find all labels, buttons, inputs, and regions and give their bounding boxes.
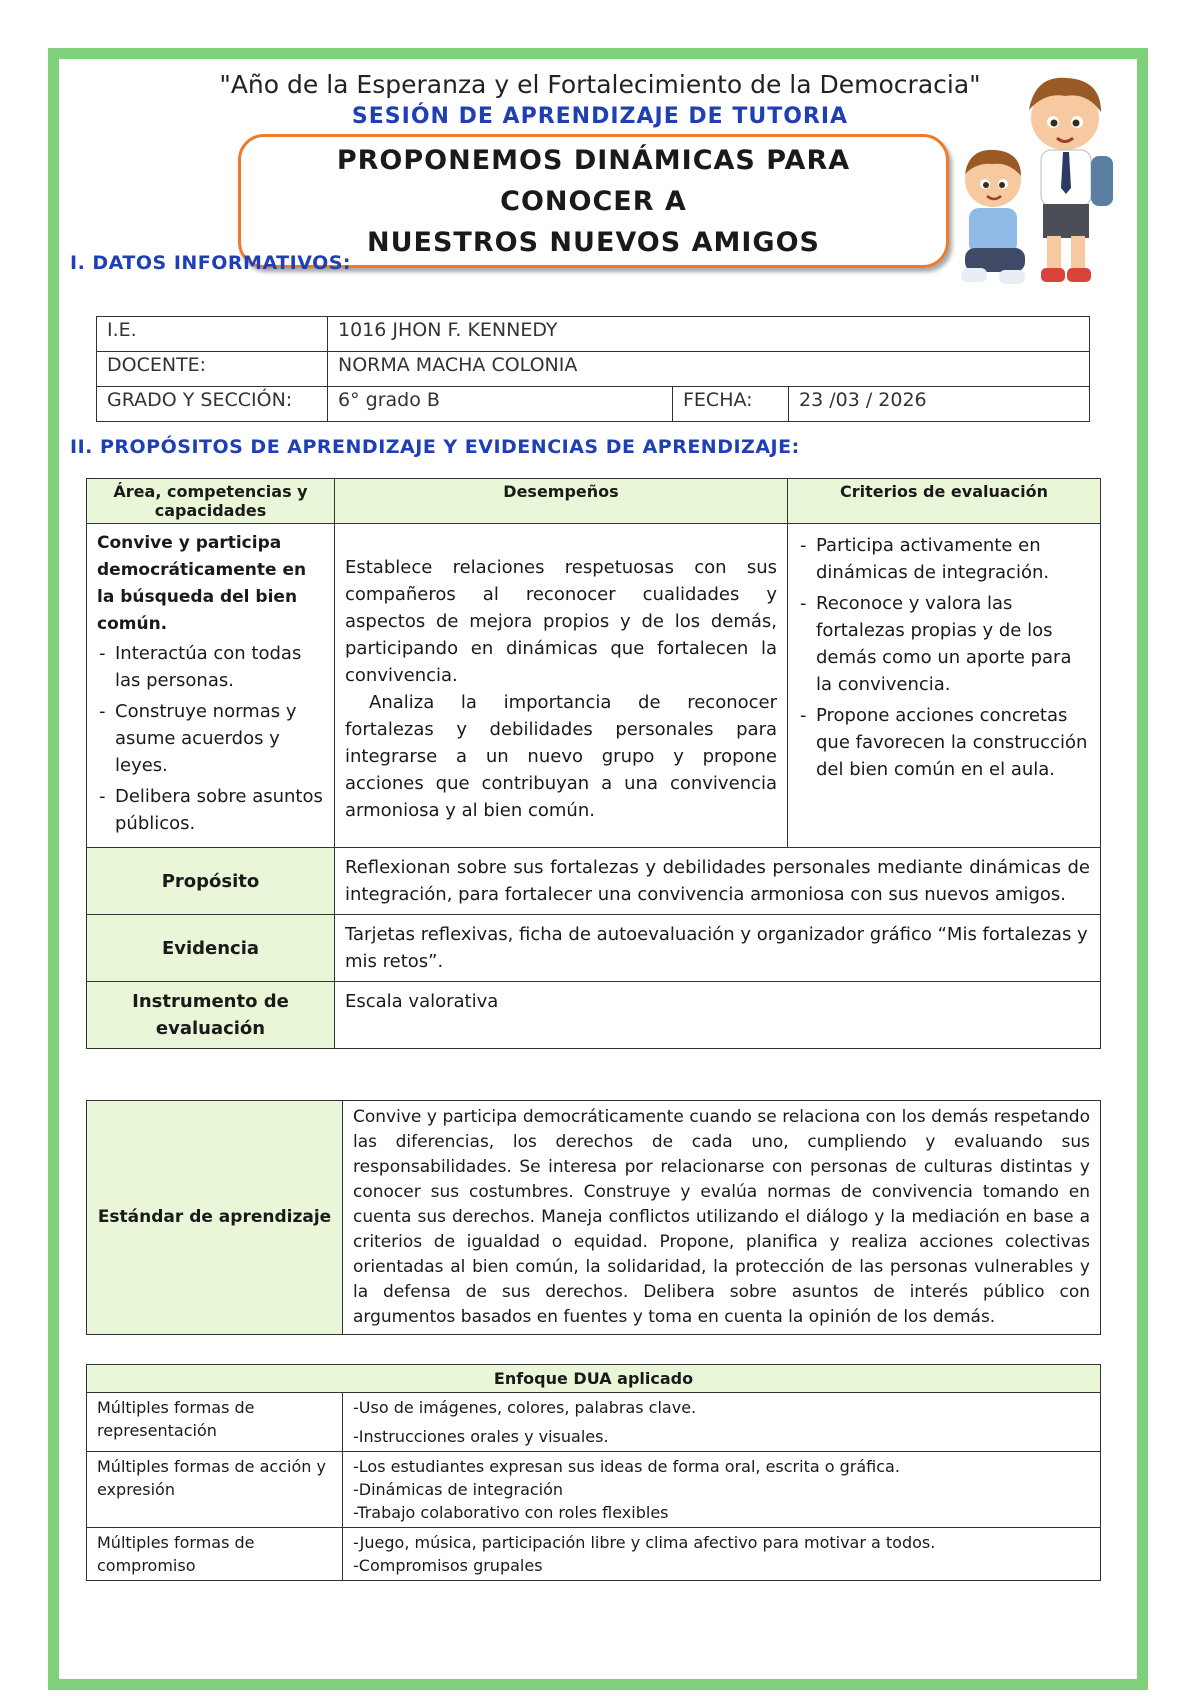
dua-label: Múltiples formas de representación xyxy=(87,1393,343,1452)
list-item: - Reconoce y valora las fortalezas propias y de los demás como un aporte para la convivencia. xyxy=(798,590,1090,698)
desempeno-1: Establece relaciones respetuosas con sus compañeros al reconocer cualidades y aspectos de mejora propios y de los demás, participando en dinámicas que fortalecen la convivencia. xyxy=(345,557,777,686)
standard-table xyxy=(86,1100,1101,1335)
proposito-value: Reflexionan sobre sus fortalezas y debilidades personales mediante dinámicas de integración, para fortalecer una convivencia armoniosa con sus nuevos amigos. xyxy=(335,848,1101,915)
list-item: -Juego, música, participación libre y clima afectivo para motivar a todos. xyxy=(353,1533,936,1552)
list-item: - Construye normas y asume acuerdos y leyes. xyxy=(97,698,324,779)
section-2-heading: II. PROPÓSITOS DE APRENDIZAJE Y EVIDENCIAS DE APRENDIZAJE: xyxy=(70,436,800,458)
instrumento-label: Instrumento de evaluación xyxy=(87,982,335,1049)
competencia: Convive y participa democráticamente en la búsqueda del bien común. xyxy=(97,533,307,634)
section-1-heading: I. DATOS INFORMATIVOS: xyxy=(70,252,352,274)
ie-label: I.E. xyxy=(97,317,328,352)
dua-label: Múltiples formas de compromiso xyxy=(87,1528,343,1581)
table-row xyxy=(87,524,1101,848)
estandar-text: Convive y participa democráticamente cuando se relaciona con los demás respetando las diferencias, los derechos de cada uno, cumpliendo y evaluando sus responsabilidades. Se interesa por relacionarse con personas de culturas distintas y conocer sus costumbres. Construye y evalúa normas de convivencia tomando en cuenta sus derechos. Maneja conflictos utilizando el diálogo y la mediación en base a criterios de igualdad o equidad. Propone, planifica y realiza acciones colectivas orientadas al bien común, la solidaridad, la protección de las personas vulnerables y la defensa de sus derechos. Delibera sobre asuntos de interés público con argumentos basados en fuentes y toma en cuenta la opinión de los demás. xyxy=(343,1101,1101,1335)
evidencia-label: Evidencia xyxy=(87,915,335,982)
table-row xyxy=(87,915,1101,982)
instrumento-value: Escala valorativa xyxy=(335,982,1101,1049)
table-row xyxy=(87,848,1101,915)
title-line-1: PROPONEMOS DINÁMICAS PARA CONOCER A xyxy=(336,144,851,217)
dua-items xyxy=(343,1452,1101,1528)
dua-items xyxy=(343,1393,1101,1452)
session-label: SESIÓN DE APRENDIZAJE DE TUTORIA xyxy=(351,104,849,129)
estandar-label: Estándar de aprendizaje xyxy=(87,1101,343,1335)
desempenos-cell xyxy=(335,524,788,848)
col-criterios: Criterios de evaluación xyxy=(788,479,1101,524)
capacidades-list xyxy=(97,640,324,837)
table-row xyxy=(97,317,1090,352)
evidencia-value: Tarjetas reflexivas, ficha de autoevaluación y organizador gráfico “Mis fortalezas y mis retos”. xyxy=(335,915,1101,982)
session-title xyxy=(238,134,949,268)
table-row xyxy=(97,352,1090,387)
purposes-table xyxy=(86,478,1101,1049)
criterios-list xyxy=(798,532,1090,783)
list-item: -Dinámicas de integración xyxy=(353,1480,564,1499)
table-row xyxy=(87,1101,1101,1335)
table-row xyxy=(87,1528,1101,1581)
list-item: -Los estudiantes expresan sus ideas de forma oral, escrita o gráfica. xyxy=(353,1457,900,1476)
dua-label: Múltiples formas de acción y expresión xyxy=(87,1452,343,1528)
proposito-label: Propósito xyxy=(87,848,335,915)
grade-value: 6° grado B xyxy=(328,387,673,422)
list-item: - Propone acciones concretas que favorecen la construcción del bien común en el aula. xyxy=(798,702,1090,783)
list-item: -Compromisos grupales xyxy=(353,1556,543,1575)
criterios-cell xyxy=(788,524,1101,848)
dua-items xyxy=(343,1528,1101,1581)
motto-line: "Año de la Esperanza y el Fortalecimiento de la Democracia" xyxy=(219,70,981,99)
date-value: 23 /03 / 2026 xyxy=(789,387,1090,422)
list-item: -Uso de imágenes, colores, palabras clave. xyxy=(353,1398,697,1417)
dua-table xyxy=(86,1364,1101,1581)
competencia-cell xyxy=(87,524,335,848)
teacher-label: DOCENTE: xyxy=(97,352,328,387)
title-line-2: NUESTROS NUEVOS AMIGOS xyxy=(367,226,820,258)
info-table xyxy=(96,316,1090,422)
list-item: - Delibera sobre asuntos públicos. xyxy=(97,783,324,837)
table-row xyxy=(87,982,1101,1049)
dua-caption: Enfoque DUA aplicado xyxy=(87,1365,1101,1393)
list-item: -Instrucciones orales y visuales. xyxy=(353,1427,609,1446)
table-row xyxy=(87,1452,1101,1528)
col-area: Área, competencias y capacidades xyxy=(87,479,335,524)
grade-label: GRADO Y SECCIÓN: xyxy=(97,387,328,422)
table-header-row xyxy=(87,1365,1101,1393)
date-label: FECHA: xyxy=(673,387,789,422)
list-item: - Interactúa con todas las personas. xyxy=(97,640,324,694)
teacher-value: NORMA MACHA COLONIA xyxy=(328,352,1090,387)
ie-value: 1016 JHON F. KENNEDY xyxy=(328,317,1090,352)
table-row xyxy=(97,387,1090,422)
list-item: - Participa activamente en dinámicas de integración. xyxy=(798,532,1090,586)
table-row xyxy=(87,1393,1101,1452)
table-header-row xyxy=(87,479,1101,524)
col-desempenos: Desempeños xyxy=(335,479,788,524)
list-item: -Trabajo colaborativo con roles flexibles xyxy=(353,1503,669,1522)
desempeno-2: Analiza la importancia de reconocer fortalezas y debilidades personales para integrarse a un nuevo grupo y propone acciones que contribuyan a una convivencia armoniosa y al bien común. xyxy=(345,692,777,821)
children-illustration xyxy=(955,70,1135,300)
